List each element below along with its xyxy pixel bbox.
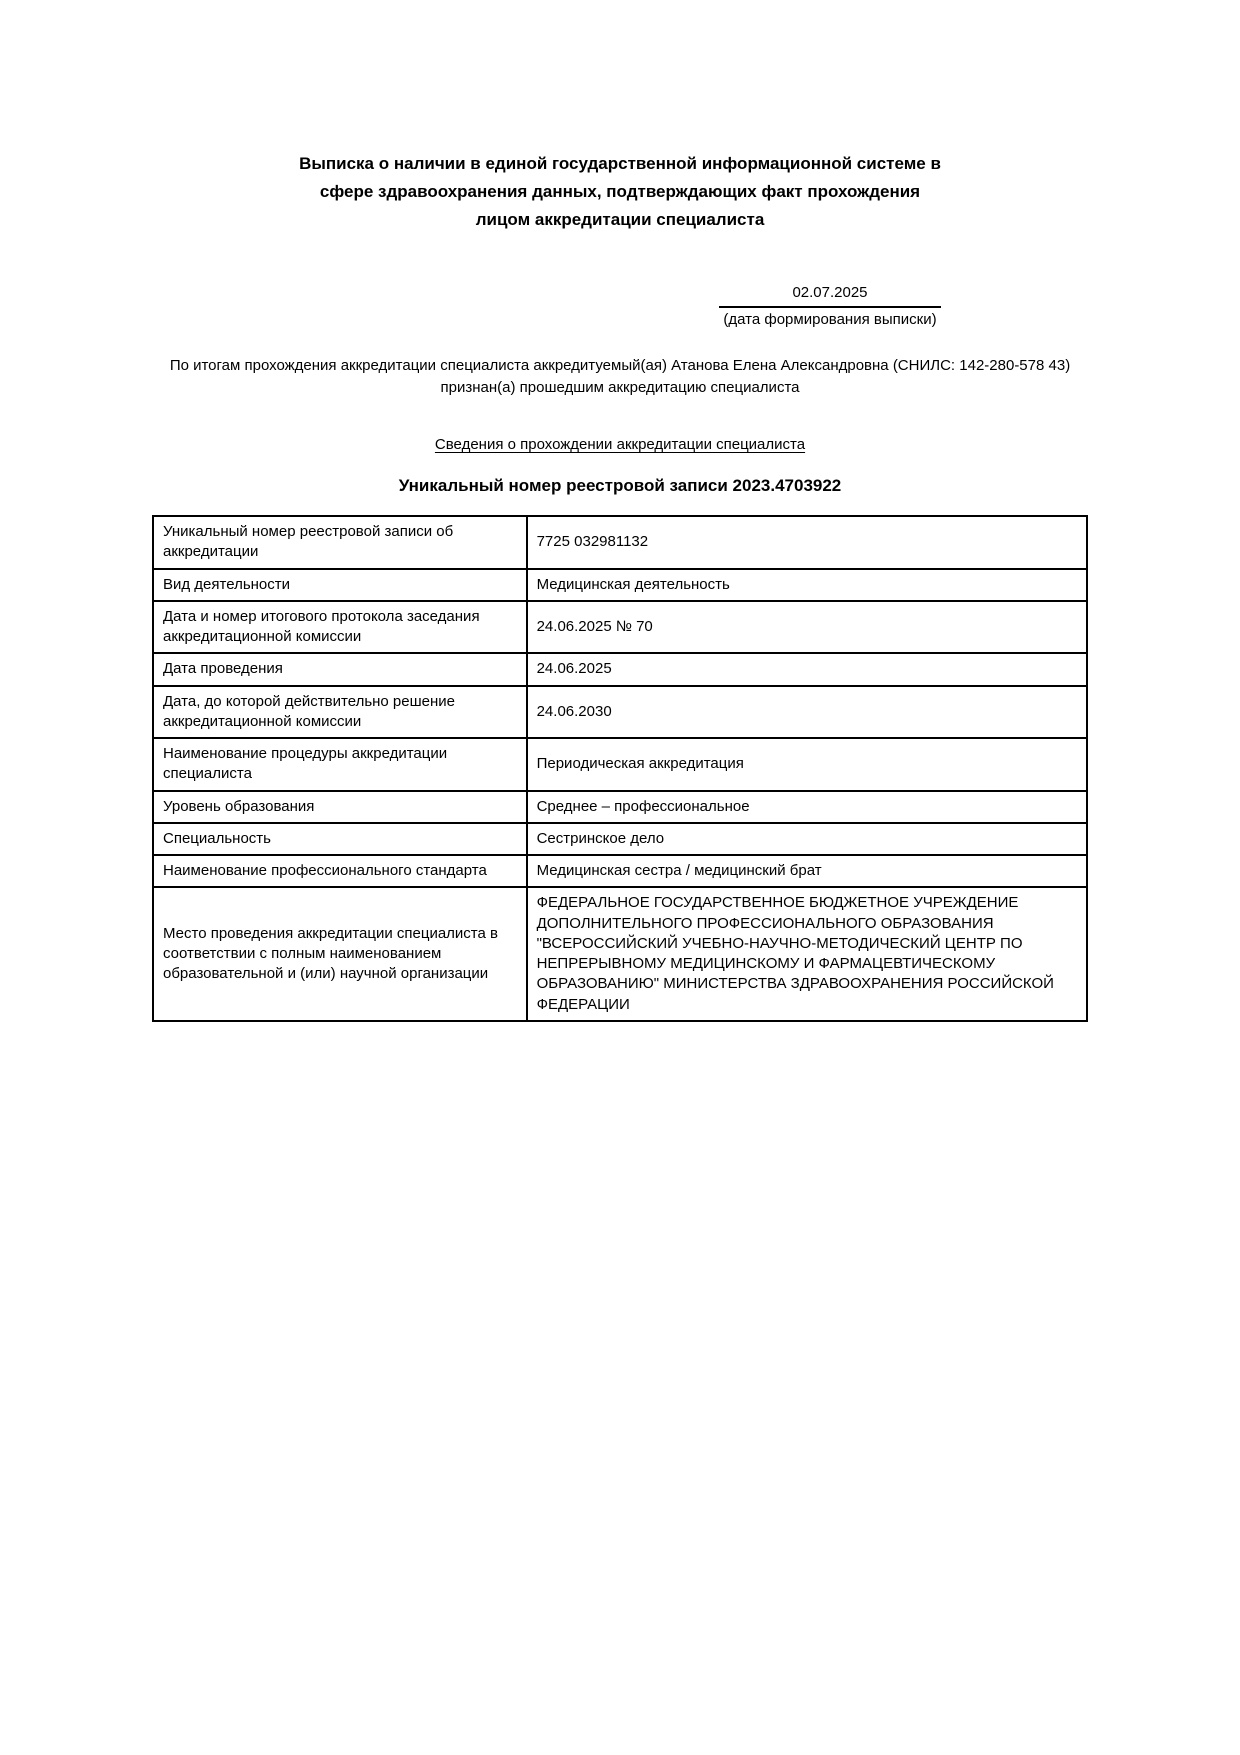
table-row	[153, 855, 1087, 887]
row-label-cell: Специальность	[153, 823, 527, 855]
table-row	[153, 686, 1087, 739]
row-label-cell: Уникальный номер реестровой записи об аккредитации	[153, 516, 527, 569]
row-value-cell: Периодическая аккредитация	[527, 738, 1087, 791]
table-row	[153, 823, 1087, 855]
row-value-cell: Сестринское дело	[527, 823, 1087, 855]
row-value-cell: Медицинская деятельность	[527, 569, 1087, 601]
row-value-cell: Среднее – профессиональное	[527, 791, 1087, 823]
row-label-cell: Дата, до которой действительно решение аккредитационной комиссии	[153, 686, 527, 739]
row-value-cell: 7725 032981132	[527, 516, 1087, 569]
table-row	[153, 601, 1087, 654]
row-label-cell: Дата проведения	[153, 653, 527, 685]
accreditation-table	[152, 515, 1088, 1022]
table-row	[153, 887, 1087, 1021]
row-label-cell: Уровень образования	[153, 791, 527, 823]
row-value-cell: 24.06.2030	[527, 686, 1087, 739]
document-title: Выписка о наличии в единой государственной информационной системе в сфере здравоохранения данных, подтверждающих факт прохождения лицом аккредитации специалиста	[299, 154, 941, 229]
row-value-cell: ФЕДЕРАЛЬНОЕ ГОСУДАРСТВЕННОЕ БЮДЖЕТНОЕ УЧРЕЖДЕНИЕ ДОПОЛНИТЕЛЬНОГО ПРОФЕССИОНАЛЬНОГО ОБРАЗОВАНИЯ "ВСЕРОССИЙСКИЙ УЧЕБНО-НАУЧНО-МЕТОДИЧЕСКИЙ ЦЕНТР ПО НЕПРЕРЫВНОМУ МЕДИЦИНСКОМУ И ФАРМАЦЕВТИЧЕСКОМУ ОБРАЗОВАНИЮ" МИНИСТЕРСТВА ЗДРАВООХРАНЕНИЯ РОССИЙСКОЙ ФЕДЕРАЦИИ	[527, 887, 1087, 1021]
formation-date-value: 02.07.2025	[719, 284, 941, 308]
row-label-cell: Дата и номер итогового протокола заседания аккредитационной комиссии	[153, 601, 527, 654]
summary-paragraph: По итогам прохождения аккредитации специалиста аккредитуемый(ая) Атанова Елена Александровна (СНИЛС: 142-280-578 43) признан(а) прошедшим аккредитацию специалиста	[169, 357, 1071, 396]
formation-date-block	[710, 284, 950, 329]
table-row	[153, 653, 1087, 685]
record-number-heading: Уникальный номер реестровой записи 2023.4703922	[398, 476, 842, 495]
table-row	[153, 791, 1087, 823]
row-label-cell: Наименование профессионального стандарта	[153, 855, 527, 887]
table-row	[153, 569, 1087, 601]
table-row	[153, 738, 1087, 791]
row-value-cell: 24.06.2025 № 70	[527, 601, 1087, 654]
section-heading: Сведения о прохождении аккредитации специалиста	[434, 436, 806, 453]
row-label-cell: Место проведения аккредитации специалиста в соответствии с полным наименованием образовательной и (или) научной организации	[153, 887, 527, 1021]
row-label-cell: Вид деятельности	[153, 569, 527, 601]
table-row	[153, 516, 1087, 569]
row-label-cell: Наименование процедуры аккредитации специалиста	[153, 738, 527, 791]
document-content	[152, 0, 1088, 1022]
row-value-cell: Медицинская сестра / медицинский брат	[527, 855, 1087, 887]
row-value-cell: 24.06.2025	[527, 653, 1087, 685]
formation-date-caption: (дата формирования выписки)	[723, 311, 937, 328]
